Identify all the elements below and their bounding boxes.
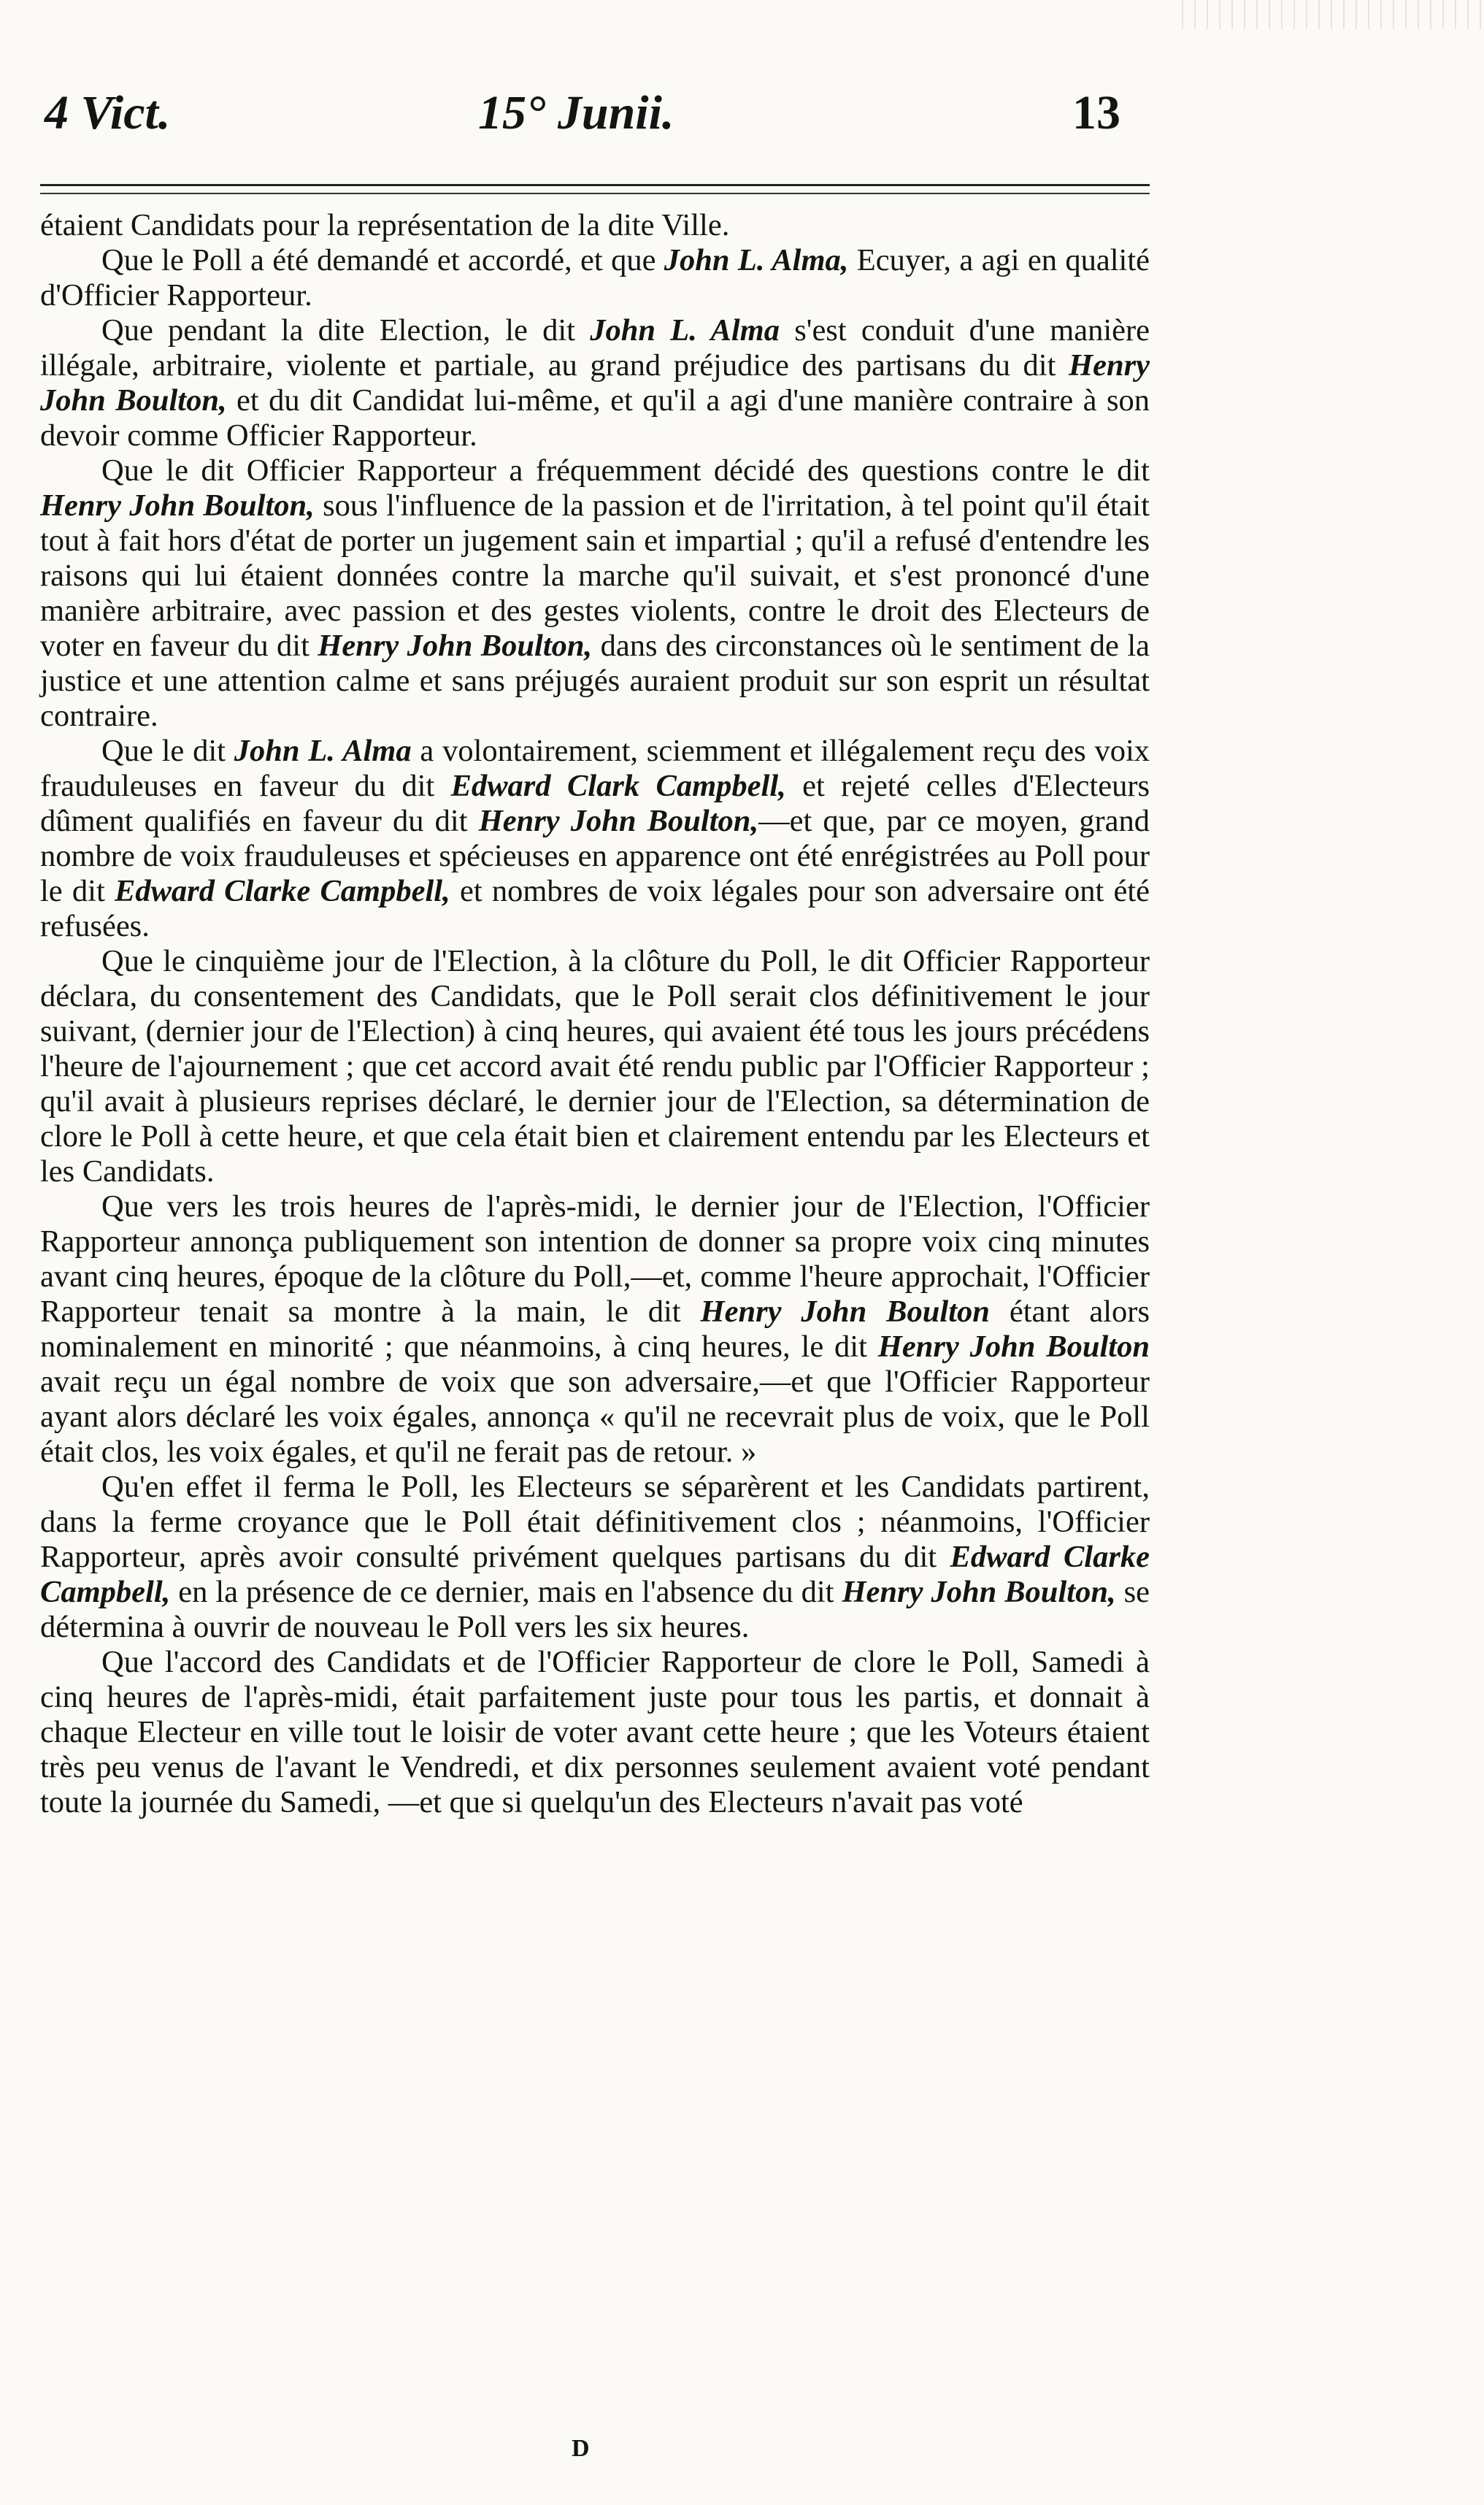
- header-regnal-year: 4 Vict.: [45, 86, 171, 139]
- paragraph: [40, 1470, 1150, 1645]
- text-run: Que l'accord des Candidats et de l'Officier Rapporteur de clore le Poll, Samedi à cinq heures de l'après-midi, était parfaitement juste pour tous les partis, et donnait à chaque Electeur en ville tout le loisir de voter avant cette heure ; que les Voteurs étaient très peu venus de l'avant le Vendredi, et dix personnes seulement avaient voté pendant toute la journée du Samedi, —et que si quelqu'un des Electeurs n'avait pas voté: [40, 1645, 1150, 1819]
- paragraph: [40, 944, 1150, 1189]
- running-header: [40, 88, 1150, 139]
- paragraph: [40, 453, 1150, 734]
- person-name: John L. Alma: [234, 734, 412, 768]
- person-name: Henry John Boulton,: [318, 629, 593, 663]
- text-run: Que le dit Officier Rapporteur a fréquemment décidé des questions contre le dit: [101, 453, 1150, 488]
- text-run: Que le dit: [101, 734, 234, 768]
- person-name: Henry John Boulton,: [40, 348, 1150, 418]
- text-run: Que le Poll a été demandé et accordé, et que: [101, 243, 664, 277]
- person-name: Henry John Boulton: [700, 1294, 990, 1329]
- text-run: en la présence de ce dernier, mais en l'absence du dit: [170, 1575, 842, 1609]
- text-run: Ecuyer, a agi en qualité d'Officier Rapporteur.: [40, 243, 1150, 312]
- text-run: Que le cinquième jour de l'Election, à la clôture du Poll, le dit Officier Rapporteur déclara, du consentement des Candidats, que le Poll serait clos définitivement le jour suivant, (dernier jour de l'Election) à cinq heures, qui avaient été tous les jours précédens l'heure de l'ajournement ; que cet accord avait été rendu public par l'Officier Rapporteur ; qu'il avait à plusieurs reprises déclaré, le dernier jour de l'Election, sa détermination de clore le Poll à cette heure, et que cela était bien et clairement entendu par les Electeurs et les Candidats.: [40, 944, 1150, 1189]
- text-run: se détermina à ouvrir de nouveau le Poll vers les six heures.: [40, 1575, 1150, 1644]
- text-run: sous l'influence de la passion et de l'irritation, à tel point qu'il était tout à fait hors d'état de porter un jugement sain et impartial ; qu'il a refusé d'entendre les raisons qui lui étaient données contre la marche qu'il suivait, et s'est prononcé d'une manière arbitraire, avec passion et des gestes violents, contre le droit des Electeurs de voter en faveur du dit: [40, 488, 1150, 663]
- signature-mark: D: [572, 2435, 590, 2462]
- text-run: dans des circonstances où le sentiment de la justice et une attention calme et sans préjugés auraient produit sur son esprit un résultat contraire.: [40, 629, 1150, 733]
- person-name: Henry John Boulton: [877, 1330, 1150, 1364]
- person-name: Edward Clarke Campbell,: [114, 874, 450, 908]
- paragraph: [40, 313, 1150, 453]
- text-run: et rejeté celles d'Electeurs dûment qualifiés en faveur du dit: [40, 769, 1150, 838]
- person-name: Edward Clarke Campbell,: [40, 1540, 1150, 1609]
- body-text: [40, 208, 1150, 1820]
- text-run: étant alors nominalement en minorité ; que néanmoins, à cinq heures, le dit: [40, 1294, 1150, 1364]
- text-run: Que vers les trois heures de l'après-midi, le dernier jour de l'Election, l'Officier Rapporteur annonça publiquement son intention de donner sa propre voix cinq minutes avant cinq heures, époque de la clôture du Poll,—et, comme l'heure approchait, l'Officier Rapporteur tenait sa montre à la main, le dit: [40, 1189, 1150, 1329]
- header-date: 15° Junii.: [478, 86, 674, 139]
- text-run: Que pendant la dite Election, le dit: [101, 313, 591, 348]
- paragraph: [40, 734, 1150, 944]
- person-name: Henry John Boulton,: [842, 1575, 1116, 1609]
- person-name: John L. Alma,: [664, 243, 849, 277]
- person-name: Edward Clark Campbell,: [450, 769, 786, 803]
- person-name: Henry John Boulton,: [40, 488, 315, 523]
- text-run: et du dit Candidat lui-même, et qu'il a agi d'une manière contraire à son devoir comme Officier Rapporteur.: [40, 383, 1150, 453]
- paragraph: [40, 1189, 1150, 1470]
- text-run: avait reçu un égal nombre de voix que son adversaire,—et que l'Officier Rapporteur ayant alors déclaré les voix égales, annonça « qu'il ne recevrait plus de voix, que le Poll était clos, les voix égales, et qu'il ne ferait pas de retour. »: [40, 1365, 1150, 1469]
- text-run: Qu'en effet il ferma le Poll, les Electeurs se séparèrent et les Candidats partirent, dans la ferme croyance que le Poll était définitivement clos ; néanmoins, l'Officier Rapporteur, après avoir consulté privément quelques partisans du dit: [40, 1470, 1150, 1574]
- paragraph: [40, 208, 1150, 243]
- document-page: [40, 86, 1150, 2462]
- text-run: étaient Candidats pour la représentation de la dite Ville.: [40, 208, 730, 242]
- person-name: John L. Alma: [590, 313, 780, 348]
- text-run: a volontairement, sciemment et illégalement reçu des voix frauduleuses en faveur du dit: [40, 734, 1150, 803]
- header-rule: [40, 184, 1150, 194]
- page-edge-specks: [1177, 0, 1484, 29]
- text-run: s'est conduit d'une manière illégale, arbitraire, violente et partiale, au grand préjudice des partisans du dit: [40, 313, 1150, 383]
- page-number: 13: [1072, 86, 1120, 139]
- text-run: et nombres de voix légales pour son adversaire ont été refusées.: [40, 874, 1150, 943]
- paragraph: [40, 243, 1150, 313]
- text-run: —et que, par ce moyen, grand nombre de voix frauduleuses et spécieuses en apparence ont été enrégistrées au Poll pour le dit: [40, 804, 1150, 908]
- person-name: Henry John Boulton,: [478, 804, 759, 838]
- paragraph: [40, 1645, 1150, 1820]
